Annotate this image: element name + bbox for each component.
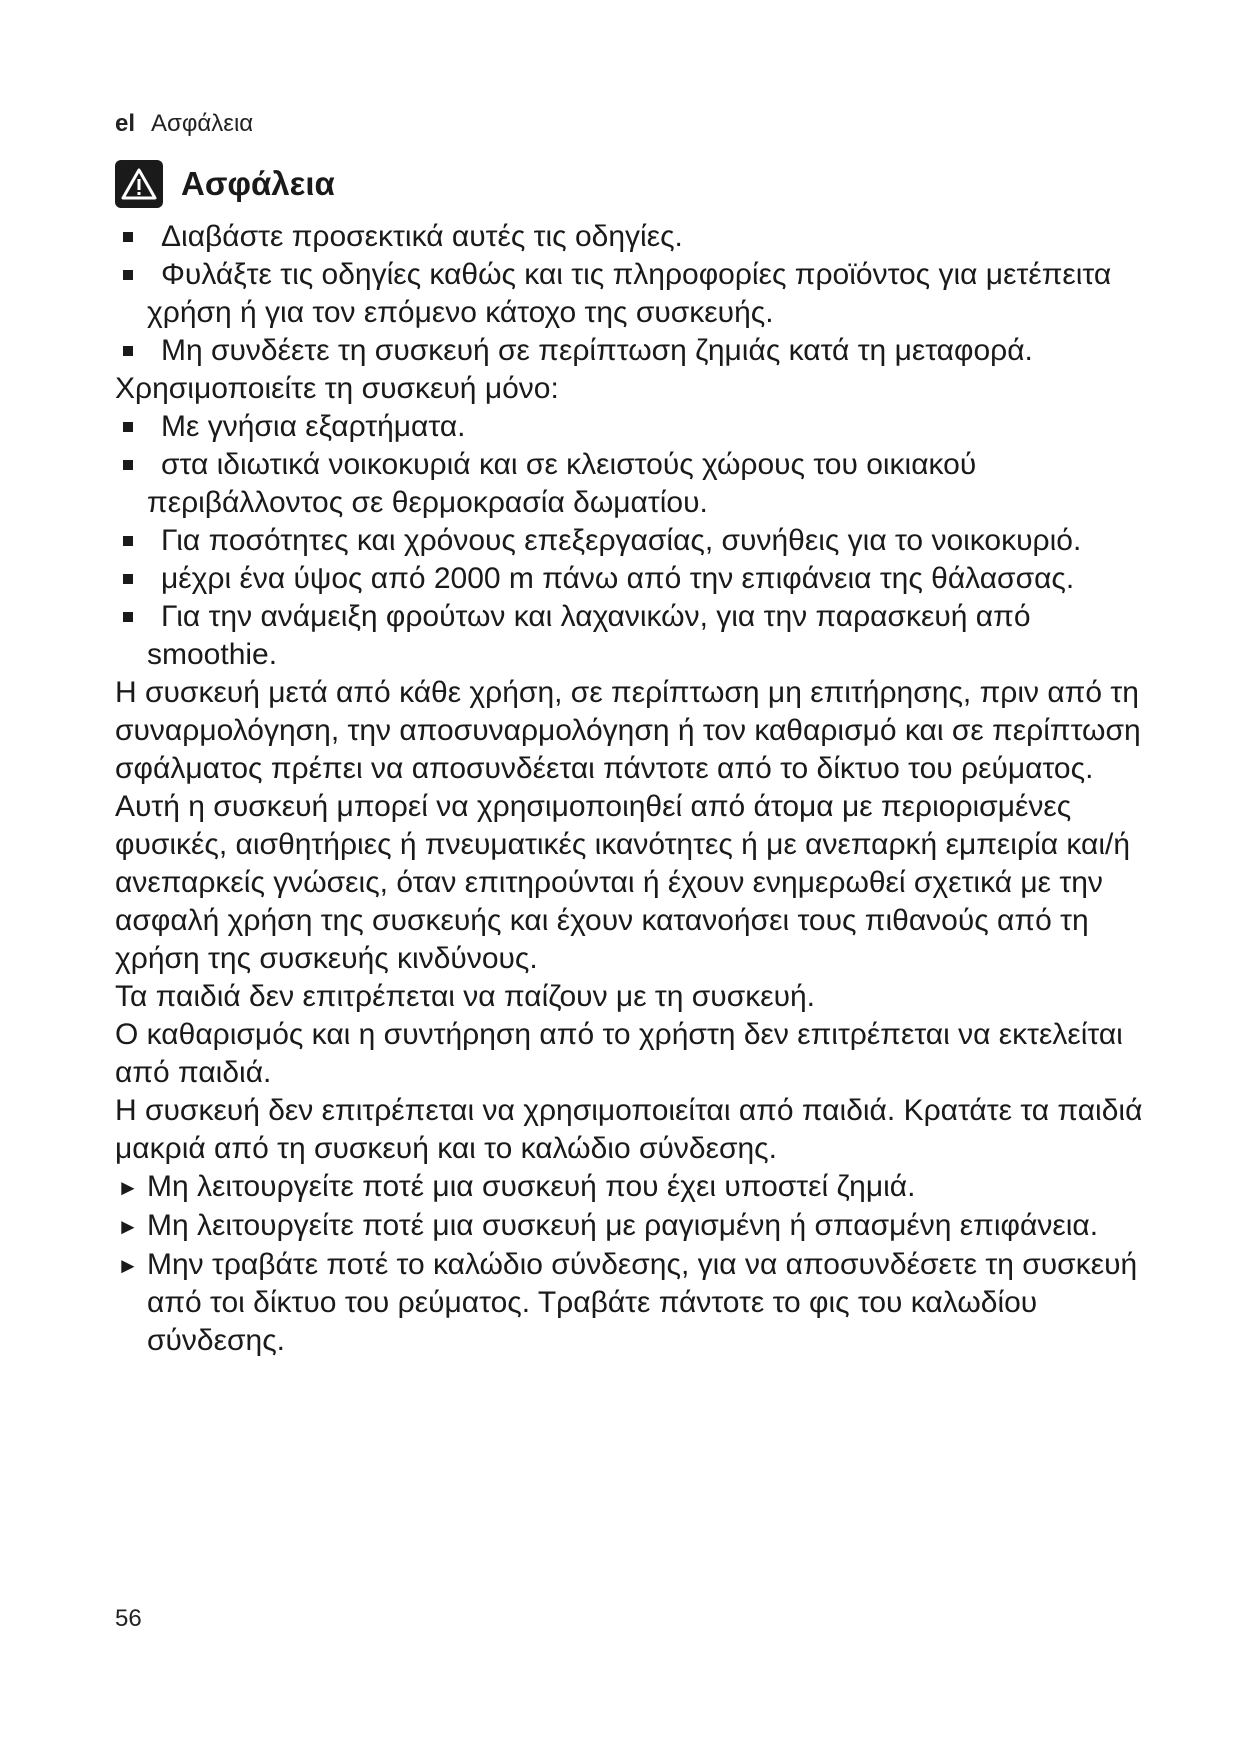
list-item: μέχρι ένα ύψος από 2000 m πάνω από την επιφάνεια της θάλασσας. [115,560,1165,598]
arrow-right-icon: ► [117,1214,139,1239]
list-item: Μη συνδέετε τη συσκευή σε περίπτωση ζημιάς κατά τη μεταφορά. [115,332,1165,370]
bullet-square-icon [123,346,133,356]
arrow-right-icon: ► [117,1175,139,1200]
arrow-right-icon: ► [117,1253,139,1278]
bullet-square-icon [123,612,133,622]
bullet-square-icon [123,422,133,432]
warning-triangle-icon [115,160,163,208]
action-item: ► Μη λειτουργείτε ποτέ μια συσκευή με ραγισμένη ή σπασμένη επιφάνεια. [115,1207,1165,1246]
list-item: στα ιδιωτικά νοικοκυριά και σε κλειστούς χώρους του οικιακού περιβάλλοντος σε θερμοκρασία δωματίου. [115,446,1165,522]
page-number: 56 [115,1605,142,1632]
paragraph: Η συσκευή μετά από κάθε χρήση, σε περίπτωση μη επιτήρησης, πριν από τη συναρμολόγηση, την αποσυναρμολόγηση ή τον καθαρισμό και σε περίπτωση σφάλματος πρέπει να αποσυνδέεται πάντοτε από το δίκτυο του ρεύματος. [115,676,1141,785]
language-code: el [115,110,136,137]
list-item: Για την ανάμειξη φρούτων και λαχανικών, για την παρασκευή από smoothie. [115,598,1165,674]
page [115,110,1165,1360]
list-item: Φυλάξτε τις οδηγίες καθώς και τις πληροφορίες προϊόντος για μετέπειτα χρήση ή για τον επόμενο κάτοχο της συσκευής. [115,256,1165,332]
list-item: Διαβάστε προσεκτικά αυτές τις οδηγίες. [115,218,1165,256]
action-item: ► Μη λειτουργείτε ποτέ μια συσκευή που έχει υποστεί ζημιά. [115,1168,1165,1207]
action-item: ► Μην τραβάτε ποτέ το καλώδιο σύνδεσης, για να αποσυνδέσετε τη συσκευή από τοι δίκτυο του ρεύματος. Τραβάτε πάντοτε το φις του καλωδίου σύνδεσης. [117,1248,1138,1357]
use-intro: Χρησιμοποιείτε τη συσκευή μόνο: [115,372,559,405]
bullet-square-icon [123,460,133,470]
paragraph: Η συσκευή δεν επιτρέπεται να χρησιμοποιείται από παιδιά. Κρατάτε τα παιδιά μακριά από τη συσκευή και το καλώδιο σύνδεσης. [115,1094,1143,1165]
bullet-square-icon [123,232,133,242]
list-item: Με γνήσια εξαρτήματα. [115,408,1165,446]
section-title-row [115,160,1165,208]
bullet-square-icon [123,536,133,546]
running-header [115,110,1165,138]
bullet-square-icon [123,270,133,280]
header-section: Ασφάλεια [151,110,254,137]
bullet-square-icon [123,574,133,584]
paragraph: Τα παιδιά δεν επιτρέπεται να παίζουν με τη συσκευή. [115,980,816,1013]
paragraph: Ο καθαρισμός και η συντήρηση από το χρήστη δεν επιτρέπεται να εκτελείται από παιδιά. [115,1018,1123,1089]
safety-content [115,218,1165,1360]
list-item: Για ποσότητες και χρόνους επεξεργασίας, συνήθεις για το νοικοκυριό. [115,522,1165,560]
page-title: Ασφάλεια [181,165,335,202]
paragraph: Αυτή η συσκευή μπορεί να χρησιμοποιηθεί από άτομα με περιορισμένες φυσικές, αισθητήριες ή πνευματικές ικανότητες ή με ανεπαρκή εμπειρία και/ή ανεπαρκείς γνώσεις, όταν επιτηρούνται ή έχουν ενημερωθεί σχετικά με την ασφαλή χρήση της συσκευής και έχουν κατανοήσει τους πιθανούς από τη χρήση της συσκευής κινδύνους. [115,790,1131,975]
